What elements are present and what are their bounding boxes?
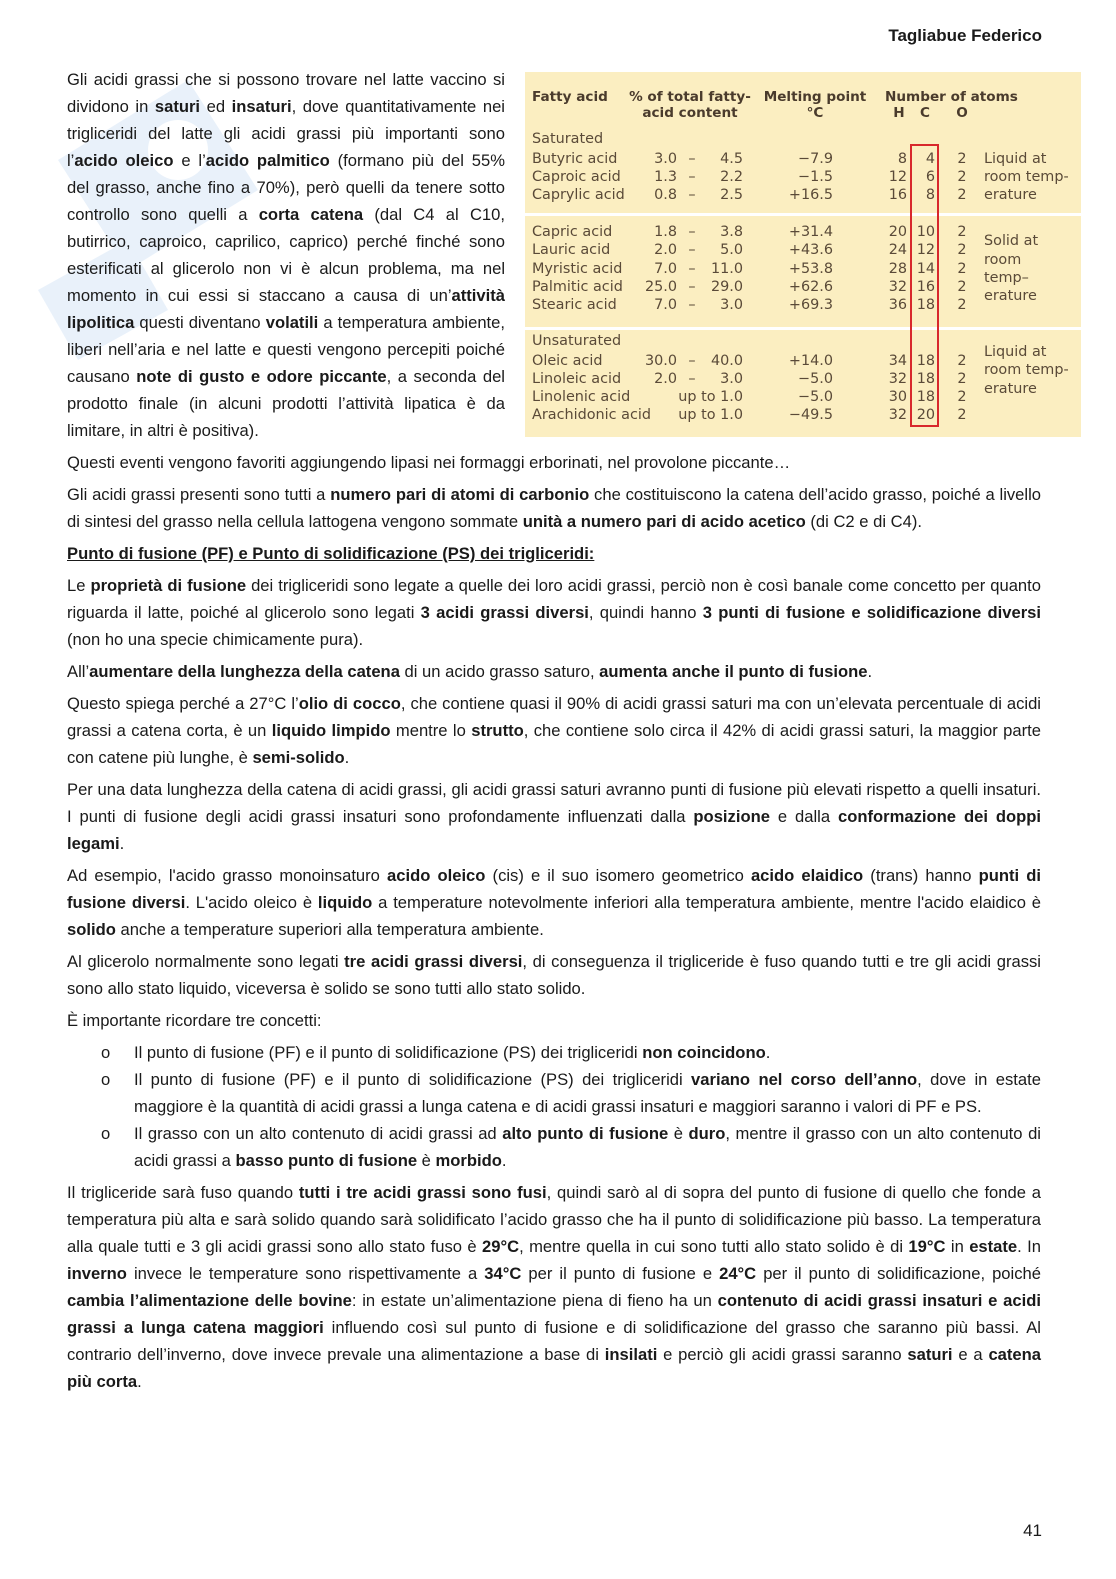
th-content-2: acid content (642, 105, 738, 121)
cell-c: 20 (916, 407, 935, 423)
cell-c: 6 (925, 169, 935, 185)
cell-h: 30 (888, 389, 907, 405)
cell-h: 28 (888, 261, 907, 277)
row-group-separator (525, 327, 1081, 330)
cell-name: Capric acid (532, 224, 613, 240)
th-h: H (893, 105, 905, 121)
cell-lo: 2.0 (654, 242, 677, 258)
cell-name: Caproic acid (532, 169, 621, 185)
cell-o: 2 (957, 169, 967, 185)
state-label: Liquid at (984, 151, 1047, 167)
cell-h: 24 (888, 242, 907, 258)
state-label: erature (984, 381, 1037, 397)
cell-hi: 3.0 (720, 371, 743, 387)
cell-mp: +62.6 (788, 279, 833, 295)
row-group-separator (525, 213, 1081, 216)
state-label: temp– (984, 270, 1029, 286)
cell-h: 12 (888, 169, 907, 185)
list-item: o Il punto di fusione (PF) e il punto di solidificazione (PS) dei trigliceridi non coincidono. (67, 1039, 1041, 1066)
cell-o: 2 (957, 279, 967, 295)
cell-h: 32 (888, 371, 907, 387)
cell-mp: +53.8 (788, 261, 833, 277)
cell-o: 2 (957, 187, 967, 203)
state-label: Liquid at (984, 344, 1047, 360)
concept-list (67, 1039, 1041, 1174)
paragraph: Questi eventi vengono favoriti aggiungendo lipasi nei formaggi erborinati, nel provolone piccante… (67, 453, 791, 472)
cell-o: 2 (957, 389, 967, 405)
bullet-marker: o (101, 1043, 111, 1062)
paragraph: È importante ricordare tre concetti: (67, 1011, 322, 1030)
cell-lo: 7.0 (654, 297, 677, 313)
cell-c: 12 (916, 242, 935, 258)
state-label: erature (984, 187, 1037, 203)
cell-upto: up to 1.0 (678, 407, 743, 423)
cell-dash: – (688, 242, 696, 258)
cell-lo: 0.8 (654, 187, 677, 203)
cell-o: 2 (957, 261, 967, 277)
cell-lo: 2.0 (654, 371, 677, 387)
cell-lo: 1.8 (654, 224, 677, 240)
cell-c: 4 (925, 151, 935, 167)
cell-h: 16 (888, 187, 907, 203)
cell-h: 32 (888, 279, 907, 295)
cell-hi: 29.0 (710, 279, 743, 295)
cell-hi: 2.2 (720, 169, 743, 185)
section-heading: Punto di fusione (PF) e Punto di solidificazione (PS) dei trigliceridi: (67, 544, 595, 563)
cell-dash: – (688, 261, 696, 277)
paragraph: Le proprietà di fusione dei trigliceridi sono legate a quelle dei loro acidi grassi, perciò non è così banale come concetto per quanto riguarda il latte, poiché al glicerolo sono legati 3 acidi grassi diversi, quindi hanno 3 punti di fusione e solidificazione diversi (non ho una specie chimicamente pura). (67, 576, 1041, 649)
cell-dash: – (688, 371, 696, 387)
th-melting-2: °C (806, 105, 824, 121)
page-number: 41 (1023, 1521, 1042, 1540)
cell-dash: – (688, 169, 696, 185)
cell-mp: +69.3 (788, 297, 833, 313)
paragraph: All’aumentare della lunghezza della catena di un acido grasso saturo, aumenta anche il punto di fusione. (67, 662, 873, 681)
cell-c: 18 (916, 389, 935, 405)
cell-lo: 1.3 (654, 169, 677, 185)
cell-dash: – (688, 187, 696, 203)
cell-c: 18 (916, 297, 935, 313)
cell-mp: −7.9 (798, 151, 833, 167)
cell-h: 34 (888, 353, 907, 369)
intro-paragraph: Gli acidi grassi che si possono trovare nel latte vaccino si dividono in saturi ed insaturi, dove quantitativamente nei trigliceridi del latte gli acidi grassi più importanti sono l’acido oleico e l’acido palmitico (formano più del 55% del grasso, anche fino a 70%), però quelli da tenere sotto controllo sono quelli a corta catena (dal C4 al C10, butirrico, caproico, caprilico, caprico) perché finché sono esterificati al glicerolo non vi è alcun problema, ma nel momento in cui essi si staccano a causa di un’attività lipolitica questi diventano volatili a temperatura ambiente, liberi nell’aria e nel latte e questi vengono percepiti poiché causano note di gusto e odore piccante, a seconda del prodotto finale (in alcuni prodotti l’attività lipatica è da limitare, in altri è positiva). (67, 70, 506, 440)
state-label: room temp- (984, 362, 1069, 378)
cell-mp: −1.5 (798, 169, 833, 185)
cell-o: 2 (957, 151, 967, 167)
cell-hi: 4.5 (720, 151, 743, 167)
cell-dash: – (688, 353, 696, 369)
author-name: Tagliabue Federico (888, 26, 1042, 45)
th-melting-1: Melting point (763, 89, 867, 105)
cell-mp: −49.5 (788, 407, 833, 423)
cell-lo: 25.0 (644, 279, 677, 295)
state-label: erature (984, 288, 1037, 304)
cell-o: 2 (957, 242, 967, 258)
cell-mp: +16.5 (788, 187, 833, 203)
cell-lo: 3.0 (654, 151, 677, 167)
cell-c: 8 (925, 187, 935, 203)
cell-upto: up to 1.0 (678, 389, 743, 405)
cell-hi: 5.0 (720, 242, 743, 258)
cell-dash: – (688, 279, 696, 295)
cell-name: Caprylic acid (532, 187, 625, 203)
list-item: o Il grasso con un alto contenuto di acidi grassi ad alto punto di fusione è duro, mentre il grasso con un alto contenuto di acidi grassi a basso punto di fusione è morbido. (67, 1120, 1041, 1174)
cell-name: Butyric acid (532, 151, 618, 167)
paragraph: Per una data lunghezza della catena di acidi grassi, gli acidi grassi saturi avranno punti di fusione più elevati rispetto a quelli insaturi. I punti di fusione degli acidi grassi insaturi sono profondamente influenzati dalla posizione e dalla conformazione dei doppi legami. (67, 780, 1042, 853)
cell-o: 2 (957, 297, 967, 313)
cell-name: Lauric acid (532, 242, 611, 258)
paragraph: Gli acidi grassi presenti sono tutti a numero pari di atomi di carbonio che costituiscono la catena dell’acido grasso, poiché a livello di sintesi del grasso nella cellula lattogena vengono sommate unità a numero pari di acido acetico (di C2 e di C4). (67, 485, 1042, 531)
group-label-unsaturated: Unsaturated (532, 333, 622, 349)
cell-mp: −5.0 (798, 389, 833, 405)
fatty-acid-table (525, 72, 1081, 437)
cell-c: 18 (916, 353, 935, 369)
cell-mp: −5.0 (798, 371, 833, 387)
cell-hi: 2.5 (720, 187, 743, 203)
cell-h: 8 (897, 151, 907, 167)
th-atoms: Number of atoms (885, 89, 1018, 105)
state-label: room temp- (984, 169, 1069, 185)
cell-name: Oleic acid (532, 353, 603, 369)
th-c: C (920, 105, 930, 121)
cell-o: 2 (957, 353, 967, 369)
cell-h: 32 (888, 407, 907, 423)
cell-c: 18 (916, 371, 935, 387)
cell-c: 10 (916, 224, 935, 240)
cell-mp: +14.0 (788, 353, 833, 369)
cell-mp: +31.4 (788, 224, 833, 240)
cell-c: 14 (916, 261, 935, 277)
th-content-1: % of total fatty- (629, 89, 751, 105)
cell-name: Linolenic acid (532, 389, 631, 405)
paragraph: Ad esempio, l'acido grasso monoinsaturo acido oleico (cis) e il suo isomero geometrico acido elaidico (trans) hanno punti di fusione diversi. L'acido oleico è liquido a temperature notevolmente inferiori alla temperatura ambiente, mentre l'acido elaidico è solido anche a temperature superiori alla temperatura ambiente. (67, 866, 1041, 939)
th-o: O (956, 105, 968, 121)
cell-name: Arachidonic acid (532, 407, 652, 423)
cell-mp: +43.6 (788, 242, 833, 258)
carbon-highlight-box (910, 144, 939, 427)
cell-c: 16 (916, 279, 935, 295)
cell-h: 36 (888, 297, 907, 313)
cell-name: Myristic acid (532, 261, 623, 277)
bullet-marker: o (101, 1070, 111, 1089)
cell-lo: 7.0 (654, 261, 677, 277)
state-label: Solid at (984, 233, 1039, 249)
th-fatty-acid: Fatty acid (532, 89, 608, 105)
cell-hi: 3.8 (720, 224, 743, 240)
cell-name: Linoleic acid (532, 371, 622, 387)
cell-dash: – (688, 297, 696, 313)
paragraph: Questo spiega perché a 27°C l’olio di cocco, che contiene quasi il 90% di acidi grassi saturi ma con un’elevata percentuale di acidi grassi a catena corta, è un liquido limpido mentre lo strutto, che contiene solo circa il 42% di acidi grassi saturi, la maggior parte con catene più lunghe, è semi-solido. (67, 694, 1041, 767)
cell-hi: 11.0 (710, 261, 743, 277)
cell-name: Stearic acid (532, 297, 617, 313)
cell-hi: 40.0 (710, 353, 743, 369)
bullet-marker: o (101, 1124, 111, 1143)
list-item: o Il punto di fusione (PF) e il punto di solidificazione (PS) dei trigliceridi variano nel corso dell’anno, dove in estate maggiore è la quantità di acidi grassi a lunga catena e di acidi grassi insaturi e maggiori saranno i valori di PF e PS. (67, 1066, 1041, 1120)
cell-hi: 3.0 (720, 297, 743, 313)
cell-lo: 30.0 (644, 353, 677, 369)
paragraph: Il trigliceride sarà fuso quando tutti i tre acidi grassi sono fusi, quindi sarò al di sopra del punto di fusione di quello che fonde a temperatura più alta e sarà solido quando sarà solidificato l’acido grasso che ha il punto di solidificazione più basso. La temperatura alla quale tutti e 3 gli acidi grassi sono allo stato fuso è 29°C, mentre quella in cui sono tutti allo stato solido è di 19°C in estate. In inverno invece le temperature sono rispettivamente a 34°C per il punto di fusione e 24°C per il punto di solidificazione, poiché cambia l’alimentazione delle bovine: in estate un’alimentazione piena di fieno ha un contenuto di acidi grassi insaturi e acidi grassi a lunga catena maggiori influendo così sul punto di fusione e di solidificazione del grasso che saranno più bassi. Al contrario dell’inverno, dove invece prevale una alimentazione a base di insilati e perciò gli acidi grassi saranno saturi e a catena più corta. (67, 1183, 1042, 1391)
cell-dash: – (688, 224, 696, 240)
cell-o: 2 (957, 371, 967, 387)
cell-o: 2 (957, 224, 967, 240)
page-content (67, 66, 1069, 1400)
paragraph: Al glicerolo normalmente sono legati tre acidi grassi diversi, di conseguenza il trigliceride è fuso quando tutti e tre gli acidi grassi sono allo stato liquido, viceversa è solido se sono tutti allo stato solido. (67, 952, 1041, 998)
state-label: room (984, 252, 1022, 268)
group-label-saturated: Saturated (532, 131, 604, 147)
cell-h: 20 (888, 224, 907, 240)
cell-o: 2 (957, 407, 967, 423)
cell-dash: – (688, 151, 696, 167)
cell-name: Palmitic acid (532, 279, 623, 295)
